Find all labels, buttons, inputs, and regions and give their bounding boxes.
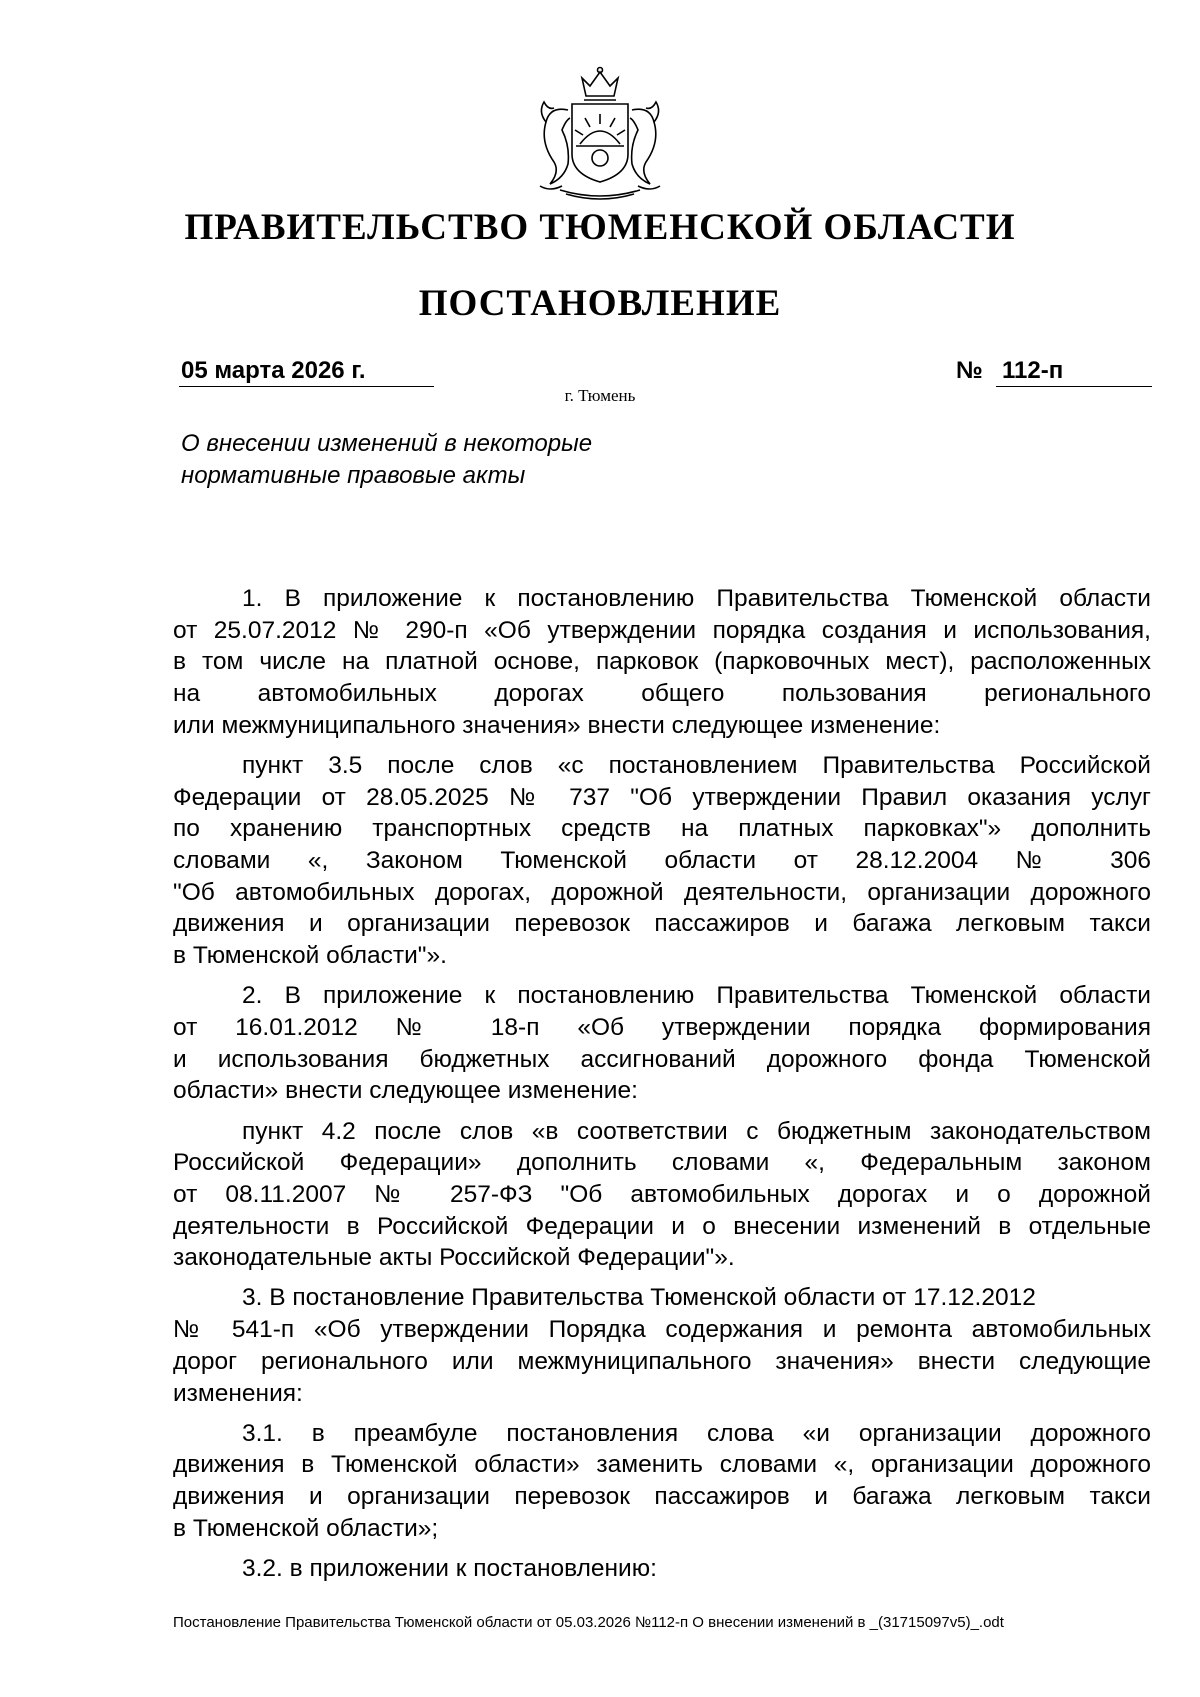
body-line: в Тюменской области"».: [173, 942, 447, 970]
body-line: 3. В постановление Правительства Тюменской области от 17.12.2012: [242, 1284, 1036, 1312]
body-line: области» внести следующее изменение:: [173, 1077, 638, 1105]
document-city: г. Тюмень: [564, 386, 636, 405]
paragraph-2: [173, 750, 1151, 972]
document-date: [179, 356, 434, 387]
body-line: или межмуниципального значения» внести следующее изменение:: [173, 711, 941, 739]
body-line: словами «, Законом Тюменской области от 28.12.2004 № 306: [173, 847, 1151, 874]
body-line: дорог регионального или межмуниципального значения» внести следующие: [173, 1347, 1151, 1375]
body-line: движения в Тюменской области» заменить словами «, организации дорожного: [173, 1451, 1151, 1479]
document-type: ПОСТАНОВЛЕНИЕ: [418, 283, 782, 324]
document-body: [173, 583, 1151, 1593]
body-line: пункт 3.5 после слов «с постановлением Правительства Российской: [242, 751, 1151, 779]
paragraph-4: [173, 1116, 1151, 1274]
body-line: Российской Федерации» дополнить словами «, Федеральным законом: [173, 1149, 1151, 1177]
coat-of-arms-icon: [510, 66, 690, 201]
subject-line: нормативные правовые акты: [181, 462, 526, 489]
body-line: в Тюменской области»;: [173, 1514, 439, 1542]
body-line: от 16.01.2012 № 18-п «Об утверждении порядка формирования: [173, 1013, 1151, 1041]
subject-line: О внесении изменений в некоторые: [181, 430, 593, 457]
body-line: Федерации от 28.05.2025 № 737 "Об утверждении Правил оказания услуг: [173, 783, 1151, 811]
body-line: пункт 4.2 после слов «в соответствии с бюджетным законодательством: [242, 1117, 1151, 1145]
paragraph-1: [173, 583, 1151, 741]
body-line: изменения:: [173, 1379, 303, 1407]
document-number-value: 112-п: [1002, 357, 1064, 384]
body-line: 3.2. в приложении к постановлению:: [242, 1554, 657, 1582]
body-line: № 541-п «Об утверждении Порядка содержания и ремонта автомобильных: [173, 1316, 1151, 1344]
document-number-field: [996, 356, 1152, 387]
body-line: по хранению транспортных средств на платных парковках"» дополнить: [173, 815, 1151, 843]
paragraph-7: [173, 1553, 1151, 1585]
body-line: 3.1. в преамбуле постановления слова «и организации дорожного: [242, 1419, 1151, 1447]
number-sign: №: [956, 357, 983, 384]
body-line: от 25.07.2012 № 290-п «Об утверждении порядка создания и использования,: [173, 616, 1151, 644]
body-line: движения и организации перевозок пассажиров и багажа легковым такси: [173, 910, 1151, 938]
body-line: в том числе на платной основе, парковок (парковочных мест), расположенных: [173, 648, 1151, 676]
body-line: законодательные акты Российской Федерации"».: [173, 1244, 735, 1272]
document-date-value: 05 марта 2026 г.: [181, 357, 366, 384]
body-line: движения и организации перевозок пассажиров и багажа легковым такси: [173, 1483, 1151, 1511]
body-line: 1. В приложение к постановлению Правительства Тюменской области: [242, 585, 1151, 612]
body-line: 2. В приложение к постановлению Правительства Тюменской области: [242, 982, 1151, 1010]
document-subject: [181, 428, 701, 492]
paragraph-3: [173, 980, 1151, 1107]
body-line: деятельности в Российской Федерации и о внесении изменений в отдельные: [173, 1212, 1151, 1240]
paragraph-6: [173, 1418, 1151, 1545]
page-footer: Постановление Правительства Тюменской области от 05.03.2026 №112-п О внесении изменений в _(31715097v5)_.odt: [173, 1614, 1004, 1631]
government-name: ПРАВИТЕЛЬСТВО ТЮМЕНСКОЙ ОБЛАСТИ: [184, 207, 1016, 248]
body-line: на автомобильных дорогах общего пользования регионального: [173, 680, 1151, 708]
body-line: "Об автомобильных дорогах, дорожной деятельности, организации дорожного: [173, 878, 1151, 906]
paragraph-5: [173, 1282, 1151, 1409]
body-line: от 08.11.2007 № 257-ФЗ "Об автомобильных дорогах и о дорожной: [173, 1180, 1151, 1208]
body-line: и использования бюджетных ассигнований дорожного фонда Тюменской: [173, 1045, 1151, 1073]
